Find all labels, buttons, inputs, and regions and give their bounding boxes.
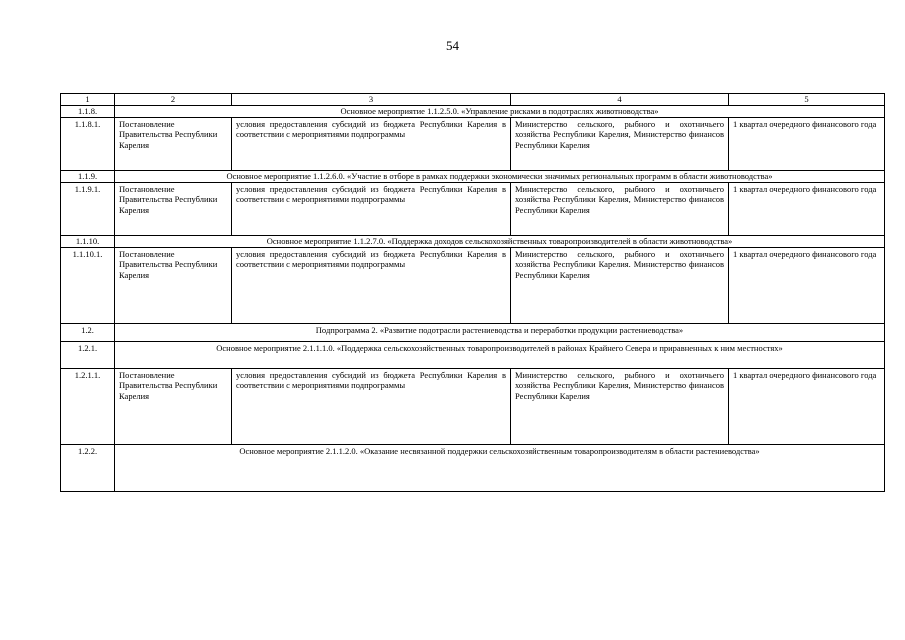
page-number: 54 (446, 38, 459, 53)
subprogram-row (61, 323, 885, 341)
executor-cell: Министерство сельского, рыбного и охотничьего хозяйства Республики Карелия. Министерство финансов Республики Карелия (511, 247, 729, 323)
content-cell: условия предоставления субсидий из бюджета Республики Карелия в соответствии с мероприятиями подпрограммы (232, 247, 511, 323)
section-row (61, 235, 885, 247)
deadline-cell: 1 квартал очередного финансового года (729, 247, 885, 323)
subprogram-title: Подпрограмма 2. «Развитие подотрасли растениеводства и переработки продукции растениеводства» (115, 323, 885, 341)
table-header-row (61, 94, 885, 106)
section-title: Основное мероприятие 2.1.1.2.0. «Оказание несвязанной поддержки сельскохозяйственным товаропроизводителям в области растениеводства» (115, 444, 885, 491)
deadline-cell: 1 квартал очередного финансового года (729, 117, 885, 170)
section-number: 1.1.9. (61, 170, 115, 182)
table-row (61, 117, 885, 170)
row-number: 1.1.10.1. (61, 247, 115, 323)
executor-cell: Министерство сельского, рыбного и охотничьего хозяйства Республики Карелия, Министерство финансов Республики Карелия (511, 117, 729, 170)
header-cell: 5 (729, 94, 885, 106)
deadline-cell: 1 квартал очередного финансового года (729, 368, 885, 444)
table-row (61, 182, 885, 235)
section-number: 1.1.8. (61, 105, 115, 117)
row-number: 1.1.8.1. (61, 117, 115, 170)
section-title: Основное мероприятие 1.1.2.5.0. «Управление рисками в подотраслях животноводства» (115, 105, 885, 117)
header-cell: 2 (115, 94, 232, 106)
section-row (61, 341, 885, 368)
header-cell: 1 (61, 94, 115, 106)
section-title: Основное мероприятие 1.1.2.7.0. «Поддержка доходов сельскохозяйственных товаропроизводителей в области животноводства» (115, 235, 885, 247)
section-number: 1.2.2. (61, 444, 115, 491)
deadline-cell: 1 квартал очередного финансового года (729, 182, 885, 235)
section-row (61, 170, 885, 182)
section-number: 1.2.1. (61, 341, 115, 368)
executor-cell: Министерство сельского, рыбного и охотничьего хозяйства Республики Карелия, Министерство финансов Республики Карелия (511, 368, 729, 444)
content-cell: условия предоставления субсидий из бюджета Республики Карелия в соответствии с мероприятиями подпрограммы (232, 182, 511, 235)
legal-act-cell: Постановление Правительства Республики Карелия (115, 368, 232, 444)
legal-act-cell: Постановление Правительства Республики Карелия (115, 182, 232, 235)
section-row (61, 105, 885, 117)
row-number: 1.2.1.1. (61, 368, 115, 444)
legal-act-cell: Постановление Правительства Республики Карелия (115, 247, 232, 323)
executor-cell: Министерство сельского, рыбного и охотничьего хозяйства Республики Карелия, Министерство финансов Республики Карелия (511, 182, 729, 235)
row-number: 1.1.9.1. (61, 182, 115, 235)
header-cell: 3 (232, 94, 511, 106)
header-cell: 4 (511, 94, 729, 106)
subprogram-number: 1.2. (61, 323, 115, 341)
section-title: Основное мероприятие 1.1.2.6.0. «Участие в отборе в рамках поддержки экономически значимых региональных программ в области животноводства» (115, 170, 885, 182)
section-row (61, 444, 885, 491)
section-title: Основное мероприятие 2.1.1.1.0. «Поддержка сельскохозяйственных товаропроизводителей в районах Крайнего Севера и приравненных к ним местностях» (115, 341, 885, 368)
section-number: 1.1.10. (61, 235, 115, 247)
table-row (61, 247, 885, 323)
content-cell: условия предоставления субсидий из бюджета Республики Карелия в соответствии с мероприятиями подпрограммы (232, 117, 511, 170)
measures-table (60, 93, 885, 492)
table-row (61, 368, 885, 444)
legal-act-cell: Постановление Правительства Республики Карелия (115, 117, 232, 170)
content-cell: условия предоставления субсидий из бюджета Республики Карелия в соответствии с мероприятиями подпрограммы (232, 368, 511, 444)
